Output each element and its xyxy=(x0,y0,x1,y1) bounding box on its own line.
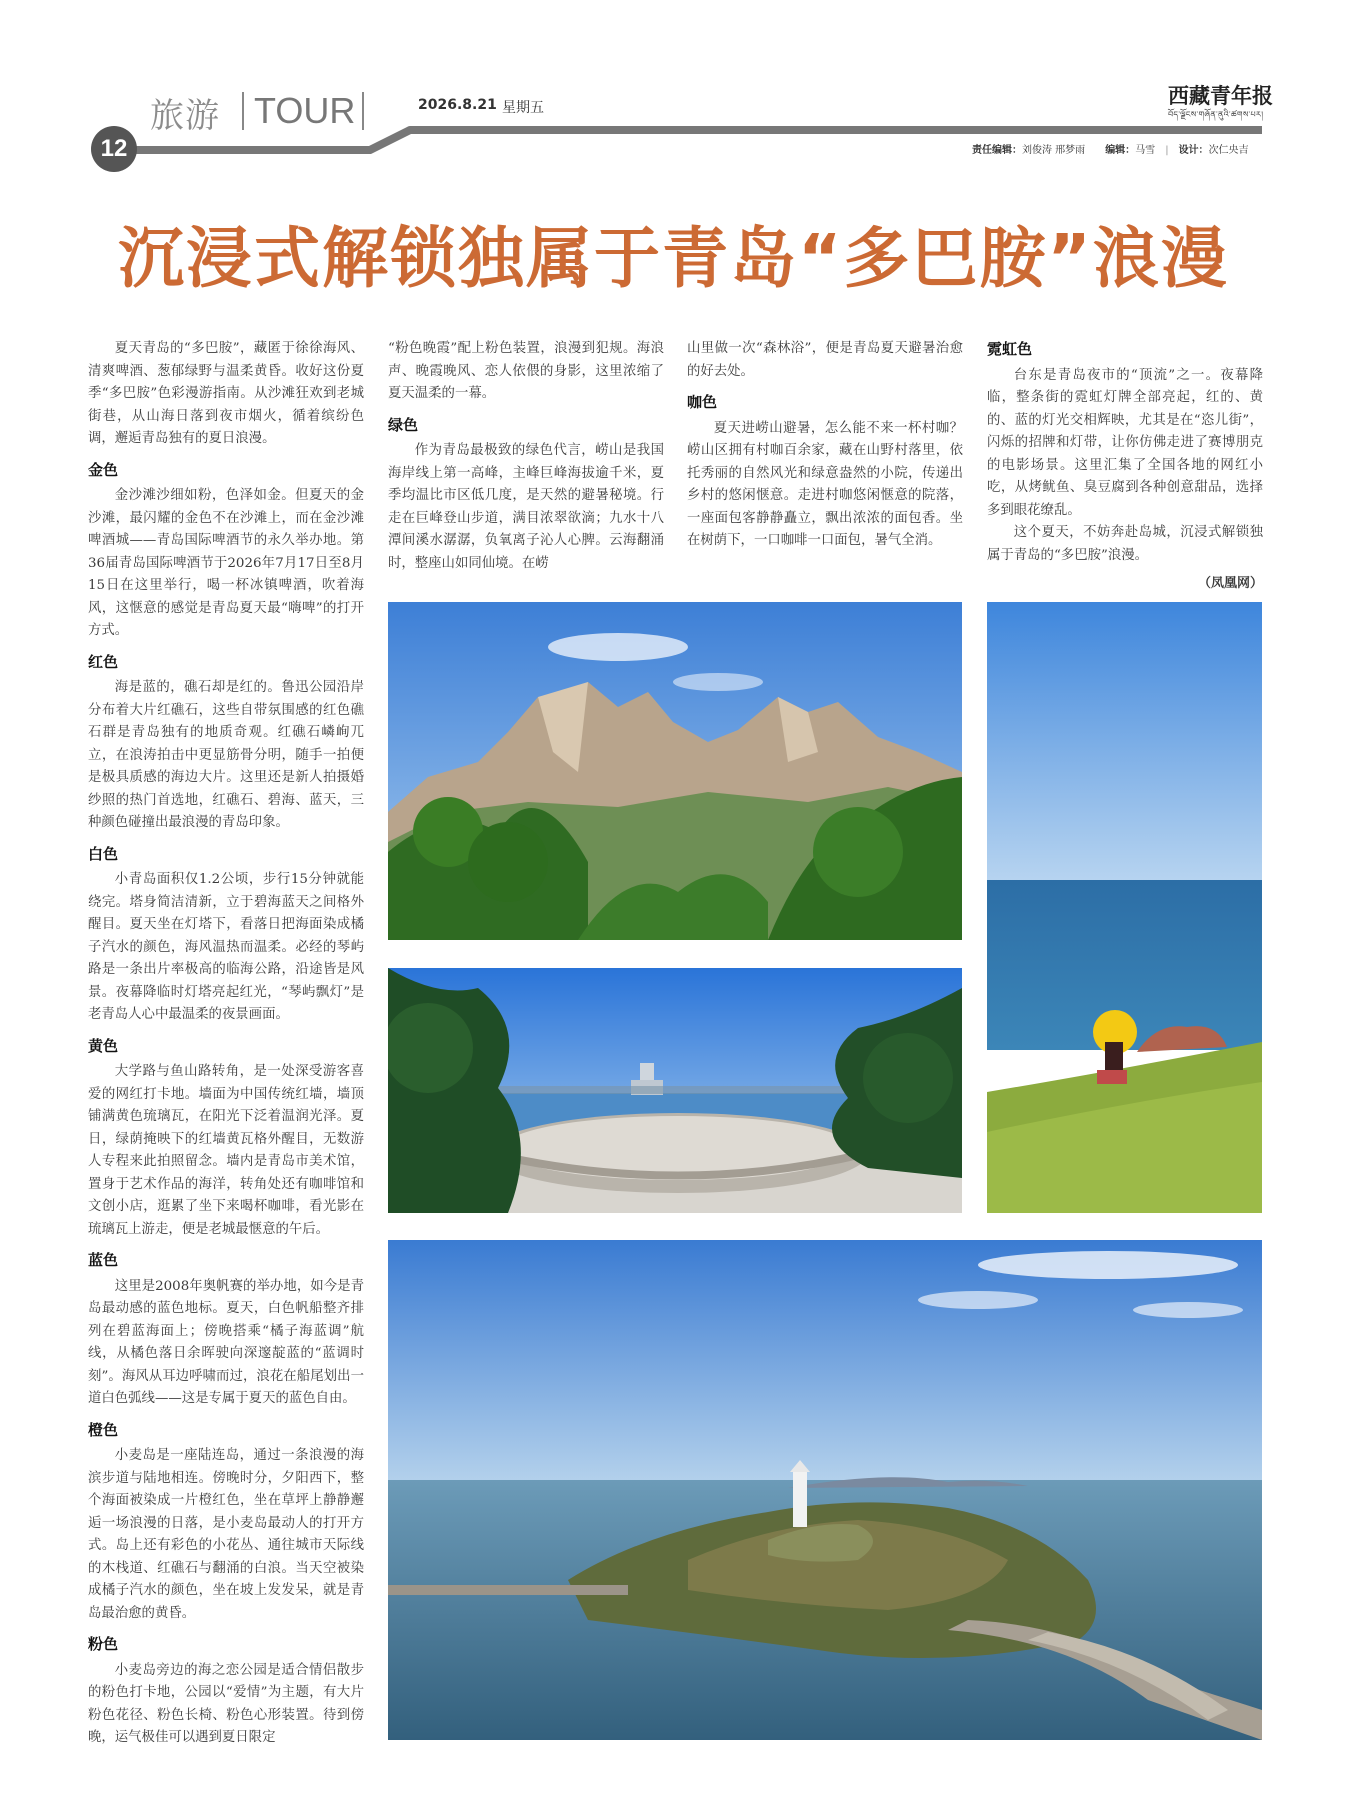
credit-value: 次仁央吉 xyxy=(1208,145,1249,156)
article-column-3 xyxy=(687,338,963,553)
paragraph-green-continued: 山里做一次“森林浴”，便是青岛夏天避暑治愈的好去处。 xyxy=(687,341,963,379)
subheading-neon: 霓虹色 xyxy=(987,340,1033,358)
article-intro: 夏天青岛的“多巴胺”，藏匿于徐徐海风、清爽啤酒、葱郁绿野与温柔黄昏。收好这份夏季“多巴胺”色彩漫游指南。从沙滩狂欢到老城街巷，从山海日落到夜市烟火，循着缤纷色调，邂逅青岛独有的夏日浪漫。 xyxy=(88,341,364,446)
paragraph-coffee: 夏天进崂山避暑，怎么能不来一杯村咖？崂山区拥有村咖百余家，藏在山野村落里，依托秀丽的自然风光和绿意盎然的小院，传递出乡村的悠闲惬意。走进村咖悠闲惬意的院落，一座面包客静静矗立，飘出浓浓的面包香。坐在树荫下，一口咖啡一口面包，暑气全消。 xyxy=(687,420,963,548)
paragraph-neon: 台东是青岛夜市的“顶流”之一。夜幕降临，整条街的霓虹灯牌全部亮起，红的、黄的、蓝的灯光交相辉映，尤其是在“恣儿街”，闪烁的招牌和灯带，让你仿佛走进了赛博朋克的电影场景。这里汇集了全国各地的网红小吃，从烤鱿鱼、臭豆腐到各种创意甜品，选择多到眼花缭乱。 xyxy=(987,367,1263,518)
mountain-photo xyxy=(388,602,962,940)
paragraph-blue: 这里是2008年奥帆赛的举办地，如今是青岛最动感的蓝色地标。夏天，白色帆船整齐排列在碧蓝海面上；傍晚搭乘“橘子海蓝调”航线，从橘色落日余晖驶向深邃靛蓝的“蓝调时刻”。海风从耳边呼啸而过，浪花在船尾划出一道白色弧线——这是专属于夏天的蓝色自由。 xyxy=(88,1278,364,1406)
credit-label: 编辑： xyxy=(1105,145,1136,156)
paragraph-pink-continued: “粉色晚霞”配上粉色装置，浪漫到犯规。海浪声、晚霞晚风、恋人依偎的身影，这里浓缩了夏天温柔的一幕。 xyxy=(388,341,664,401)
paragraph-white: 小青岛面积仅1.2公顷，步行15分钟就能绕完。塔身简洁清新，立于碧海蓝天之间格外醒目。夏天坐在灯塔下，看落日把海面染成橘子汽水的颜色，海风温热而温柔。必经的琴屿路是一条出片率极高的临海公路，沿途皆是风景。夜幕降临时灯塔亮起红光，“琴屿飘灯”是老青岛人心中最温柔的夜景画面。 xyxy=(88,872,364,1022)
page-headline: 沉浸式解锁独属于青岛“多巴胺”浪漫 xyxy=(118,220,1229,297)
newspaper-masthead-tibetan: བོད་ལྗོངས་གཞོན་ནུའི་ཚགས་པར། xyxy=(1168,110,1264,119)
article-column-1 xyxy=(88,338,364,1750)
article-source: （凤凰网） xyxy=(1197,576,1263,591)
paragraph-yellow: 大学路与鱼山路转角，是一处深受游客喜爱的网红打卡地。墙面为中国传统红墙，墙顶铺满黄色琉璃瓦，在阳光下泛着温润光泽。夏日，绿荫掩映下的红墙黄瓦格外醒目，无数游人专程来此拍照留念。墙内是青岛市美术馆，置身于艺术作品的海洋，转角处还有咖啡馆和文创小店，逛累了坐下来喝杯咖啡，看光影在琉璃瓦上游走，便是老城最惬意的午后。 xyxy=(88,1064,364,1237)
issue-weekday: 星期五 xyxy=(502,100,544,116)
paragraph-red: 海是蓝的，礁石却是红的。鲁迅公园沿岸分布着大片红礁石，这些自带氛围感的红色礁石群是青岛独有的地质奇观。红礁石嶙峋兀立，在浪涛拍击中更显筋骨分明，随手一拍便是极具质感的海边大片。这里还是新人拍摄婚纱照的热门首选地，红礁石、碧海、蓝天，三种颜色碰撞出最浪漫的青岛印象。 xyxy=(88,680,364,830)
island-photo xyxy=(388,1240,1262,1740)
subheading-green: 绿色 xyxy=(388,415,419,434)
subheading-blue: 蓝色 xyxy=(88,1251,119,1269)
page-number-badge: 12 xyxy=(91,126,137,172)
credit-label: 设计： xyxy=(1178,145,1209,156)
paragraph-pink: 小麦岛旁边的海之恋公园是适合情侣散步的粉色打卡地，公园以“爱情”为主题，有大片粉色花径、粉色长椅、粉色心形装置。待到傍晚，运气极佳可以遇到夏日限定 xyxy=(88,1662,364,1745)
subheading-white: 白色 xyxy=(88,844,119,863)
issue-date: 2026.8.21 xyxy=(418,97,497,113)
paragraph-green: 作为青岛最极致的绿色代言，崂山是我国海岸线上第一高峰，主峰巨峰海拔逾千米，夏季均温比市区低几度，是天然的避暑秘境。行走在巨峰登山步道，满目浓翠欲滴；九水十八潭间溪水潺潺，负氧离子沁人心脾。云海翻涌时，整座山如同仙境。在崂 xyxy=(388,443,664,571)
section-title-cn: 旅游 xyxy=(150,96,220,136)
credit-label: 责任编辑： xyxy=(972,145,1022,156)
lawn-photo xyxy=(987,602,1262,1213)
subheading-pink: 粉色 xyxy=(88,1635,119,1653)
article-column-2 xyxy=(388,338,664,575)
credit-value: 刘俊涛 邢梦雨 xyxy=(1022,145,1086,156)
editor-credits: 责任编辑：刘俊涛 邢梦雨 编辑：马雪 | 设计：次仁央吉 xyxy=(972,145,1249,156)
plaza-photo xyxy=(388,968,962,1213)
subheading-gold: 金色 xyxy=(88,460,119,479)
section-title-en: TOUR xyxy=(254,90,356,131)
subheading-coffee: 咖色 xyxy=(687,393,718,411)
newspaper-masthead: 西藏青年报 xyxy=(1168,83,1273,108)
subheading-yellow: 黄色 xyxy=(88,1036,119,1055)
credit-value: 马雪 xyxy=(1135,145,1156,156)
paragraph-orange: 小麦岛是一座陆连岛，通过一条浪漫的海滨步道与陆地相连。傍晚时分，夕阳西下，整个海面被染成一片橙红色，坐在草坪上静静邂逅一场浪漫的日落，是小麦岛最动人的打开方式。岛上还有彩色的小花丛、通往城市天际线的木栈道、红礁石与翻涌的白浪。当天空被染成橘子汽水的颜色，坐在坡上发发呆，就是青岛最治愈的黄昏。 xyxy=(88,1448,364,1621)
subheading-orange: 橙色 xyxy=(88,1420,119,1439)
article-column-4 xyxy=(987,338,1263,596)
subheading-red: 红色 xyxy=(88,652,119,671)
paragraph-gold: 金沙滩沙细如粉，色泽如金。但夏天的金沙滩，最闪耀的金色不在沙滩上，而在金沙滩啤酒城——青岛国际啤酒节的永久举办地。第36届青岛国际啤酒节于2026年7月17日至8月15日在这里举行，喝一杯冰镇啤酒，吹着海风，这惬意的感觉是青岛夏天最“嗨啤”的打开方式。 xyxy=(88,488,364,638)
paragraph-outro: 这个夏天，不妨奔赴岛城，沉浸式解锁独属于青岛的“多巴胺”浪漫。 xyxy=(987,525,1263,563)
